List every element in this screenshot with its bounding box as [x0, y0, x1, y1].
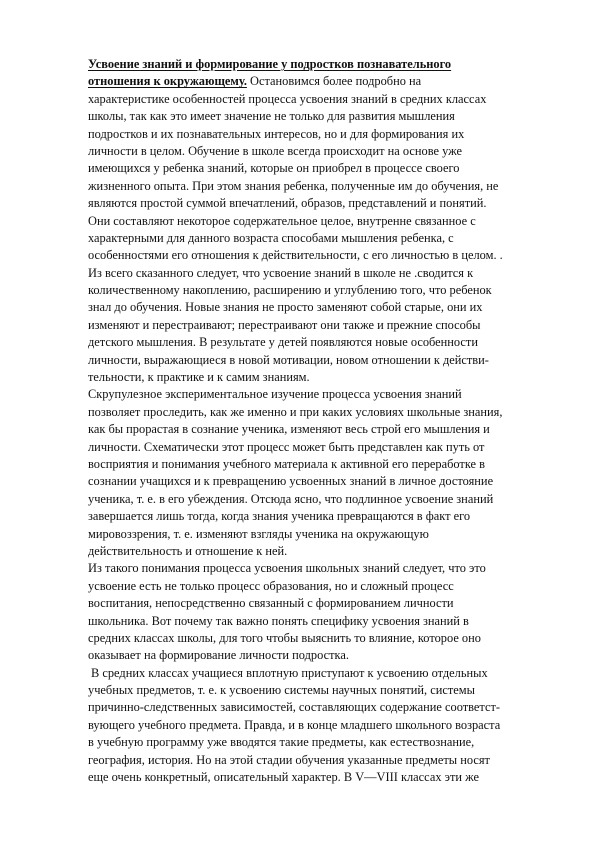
paragraph-text: изменяют и перестраивают; перестраивают они также и прежние способы [88, 317, 481, 332]
paragraph-text: имеющихся у ребенка знаний, которые он приобрел в процессе своего [88, 161, 460, 176]
paragraph-text: В средних классах учащиеся вплотную приступают к усвоению отдельных [91, 665, 488, 680]
paragraph-text: тельности, к практике и к самим знаниям. [88, 370, 310, 385]
paragraph-text: Остановимся более подробно на [246, 74, 422, 89]
paragraph-text: являются простой суммой впечатлений, образов, представлений и понятий. [88, 196, 487, 211]
text-line [88, 578, 530, 595]
paragraph-text: школы, так как это имеет значение не только для развития мышления [88, 109, 455, 124]
text-line [88, 282, 530, 299]
text-line [88, 543, 530, 560]
paragraph-text: еще очень конкретный, описательный характер. В V—VIII классах эти же [88, 770, 479, 785]
paragraph-text: личности, выражающиеся в новой мотивации, новом отношении к действи- [88, 352, 489, 367]
paragraph-text: восприятия и понимания учебного материала к активной его переработке в [88, 456, 486, 471]
heading-line [88, 73, 530, 90]
text-line [88, 126, 530, 143]
text-line [88, 439, 530, 456]
heading-line [88, 56, 530, 73]
text-line [88, 108, 530, 125]
paragraph-text: сознании учащихся и к превращению усвоенных знаний в личное достояние [88, 474, 494, 489]
text-line [88, 247, 530, 264]
text-line [88, 91, 530, 108]
text-line [88, 752, 530, 769]
text-line [88, 160, 530, 177]
text-line [88, 595, 530, 612]
text-line [88, 143, 530, 160]
text-line [88, 647, 530, 664]
paragraph-text: подростков и их познавательных интересов, но и для формирования их [88, 126, 465, 141]
paragraph-text: Они составляют некоторое содержательное целое, внутренне связанное с [88, 213, 476, 228]
text-line [88, 717, 530, 734]
paragraph-text: Из всего сказанного следует, что усвоение знаний в школе не .сводится к [88, 265, 474, 280]
paragraph-text: как бы прорастая в сознание ученика, изменяют весь строй его мышления и [88, 422, 490, 437]
document-body [88, 56, 530, 786]
text-line [88, 734, 530, 751]
document-page [88, 56, 530, 786]
paragraph-text: жизненного опыта. При этом знания ребенка, полученные им до обучения, не [88, 178, 499, 193]
text-line [88, 369, 530, 386]
text-line [88, 526, 530, 543]
text-line [88, 404, 530, 421]
paragraph-text: Скрупулезное экспериментальное изучение процесса усвоения знаний [88, 387, 462, 402]
text-line [88, 769, 530, 786]
paragraph-text: ученика, т. е. в его убеждения. Отсюда ясно, что подлинное усвоение знаний [88, 491, 494, 506]
section-heading: Усвоение знаний и формирование у подростков познавательного [88, 57, 452, 71]
paragraph-text: позволяет проследить, как же именно и при каких условиях школьные знания, [88, 404, 503, 419]
text-line [88, 473, 530, 490]
section-heading: отношения к окружающему. [88, 74, 247, 89]
text-line [88, 665, 530, 682]
text-line [88, 334, 530, 351]
paragraph-text: вующего учебного предмета. Правда, и в конце младшего школьного возраста [88, 717, 501, 732]
paragraph-text: усвоение есть не только процесс образования, но и сложный процесс [88, 578, 454, 593]
text-line [88, 352, 530, 369]
paragraph-text: оказывает на формирование личности подростка. [88, 648, 349, 663]
paragraph-text: личности. Схематически этот процесс может быть представлен как путь от [88, 439, 485, 454]
text-line [88, 386, 530, 403]
paragraph-text: характеристике особенностей процесса усвоения знаний в средних классах [88, 91, 487, 106]
text-line [88, 491, 530, 508]
paragraph-text: школьника. Вот почему так важно понять специфику усвоения знаний в [88, 613, 469, 628]
paragraph-text: количественному накоплению, расширению и углублению того, что ребенок [88, 283, 492, 298]
text-line [88, 630, 530, 647]
text-line [88, 456, 530, 473]
paragraph-text: воспитания, непосредственно связанный с формированием личности [88, 596, 454, 611]
text-line [88, 299, 530, 316]
text-line [88, 613, 530, 630]
paragraph-text: средних классах школы, для того чтобы выяснить то влияние, которое оно [88, 630, 481, 645]
text-line [88, 195, 530, 212]
paragraph-text: действительность и отношение к ней. [88, 543, 288, 558]
paragraph-text: Из такого понимания процесса усвоения школьных знаний следует, что это [88, 561, 486, 576]
paragraph-text: причинно-следственных зависимостей, составляющих содержание соответст- [88, 700, 501, 715]
text-line [88, 508, 530, 525]
paragraph-text: личности в целом. Обучение в школе всегда происходит на основе уже [88, 143, 462, 158]
paragraph-text: в учебную программу уже вводятся такие предметы, как естествознание, [88, 735, 475, 750]
text-line [88, 560, 530, 577]
text-line [88, 213, 530, 230]
text-line [88, 178, 530, 195]
text-line [88, 699, 530, 716]
paragraph-text: мировоззрения, т. е. изменяют взгляды ученика на окружающую [88, 526, 429, 541]
paragraph-text: завершается лишь тогда, когда знания ученика превращаются в факт его [88, 509, 471, 524]
paragraph-text: география, история. Но на этой стадии обучения указанные предметы носят [88, 752, 490, 767]
text-line [88, 682, 530, 699]
paragraph-text: характерными для данного возраста способами мышления ребенка, с [88, 230, 454, 245]
text-line [88, 230, 530, 247]
paragraph-text: учебных предметов, т. е. к усвоению системы научных понятий, системы [88, 683, 475, 698]
paragraph-text: детского мышления. В результате у детей появляются новые особенности [88, 335, 478, 350]
text-line [88, 265, 530, 282]
paragraph-text: знал до обучения. Новые знания не просто заменяют собой старые, они их [88, 300, 483, 315]
paragraph-text: особенностями его отношения к действительности, с его личностью в целом. . [88, 248, 503, 263]
text-line [88, 421, 530, 438]
text-line [88, 317, 530, 334]
